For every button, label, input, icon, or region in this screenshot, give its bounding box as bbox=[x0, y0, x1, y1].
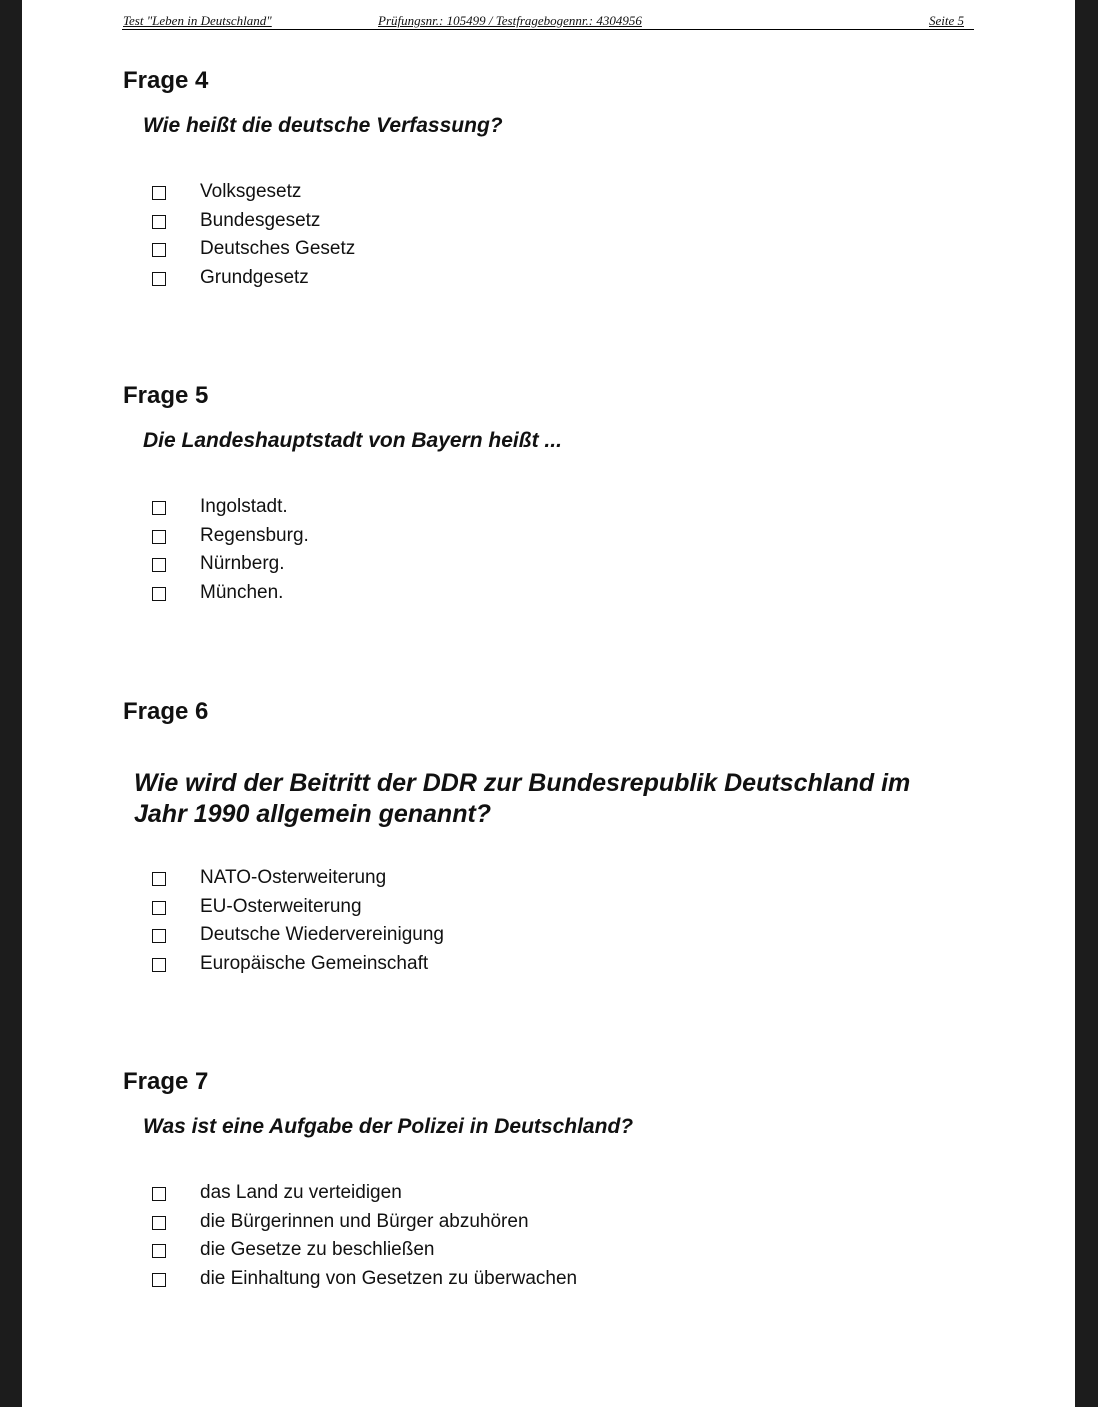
question-text-7: Was ist eine Aufgabe der Polizei in Deutschland? bbox=[143, 1115, 634, 1138]
checkbox-icon[interactable] bbox=[152, 272, 166, 286]
answer-label: NATO-Osterweiterung bbox=[200, 867, 387, 888]
question-title-7: Frage 7 bbox=[123, 1068, 209, 1095]
header-test-title: Test "Leben in Deutschland" bbox=[123, 13, 272, 28]
checkbox-icon[interactable] bbox=[152, 958, 166, 972]
question-title-4: Frage 4 bbox=[123, 67, 209, 94]
question-text-6: Wie wird der Beitritt der DDR zur Bundesrepublik Deutschland im Jahr 1990 allgemein genannt? bbox=[134, 769, 911, 828]
header-page-number: Seite 5 bbox=[928, 13, 964, 28]
checkbox-icon[interactable] bbox=[152, 901, 166, 915]
page-header bbox=[122, 12, 974, 30]
checkbox-icon[interactable] bbox=[152, 1187, 166, 1201]
question-text-4: Wie heißt die deutsche Verfassung? bbox=[143, 114, 503, 137]
answer-label: Europäische Gemeinschaft bbox=[200, 952, 429, 974]
header-exam-number: Prüfungsnr.: 105499 / Testfragebogennr.: 4304956 bbox=[378, 13, 642, 28]
question-title-5: Frage 5 bbox=[123, 382, 209, 409]
question-text-5: Die Landeshauptstadt von Bayern heißt ... bbox=[143, 429, 562, 452]
answer-label: die Bürgerinnen und Bürger abzuhören bbox=[200, 1210, 529, 1232]
answer-label: München. bbox=[200, 581, 284, 603]
answer-label: Bundesgesetz bbox=[200, 209, 321, 231]
answer-label: Ingolstadt. bbox=[200, 496, 288, 517]
answer-label: Regensburg. bbox=[200, 524, 309, 546]
answer-label: die Gesetze zu beschließen bbox=[200, 1239, 435, 1261]
checkbox-icon[interactable] bbox=[152, 1273, 166, 1287]
checkbox-icon[interactable] bbox=[152, 558, 166, 572]
checkbox-icon[interactable] bbox=[152, 929, 166, 943]
answer-label: Deutsche Wiedervereinigung bbox=[200, 924, 444, 946]
checkbox-icon[interactable] bbox=[152, 1244, 166, 1258]
answer-label: die Einhaltung von Gesetzen zu überwachen bbox=[200, 1267, 578, 1289]
checkbox-icon[interactable] bbox=[152, 530, 166, 544]
checkbox-icon[interactable] bbox=[152, 872, 166, 886]
checkbox-icon[interactable] bbox=[152, 1216, 166, 1230]
checkbox-icon[interactable] bbox=[152, 587, 166, 601]
checkbox-icon[interactable] bbox=[152, 186, 166, 200]
answer-label: das Land zu verteidigen bbox=[200, 1182, 402, 1203]
document-page bbox=[22, 0, 1075, 1407]
answer-label: EU-Osterweiterung bbox=[200, 895, 362, 917]
checkbox-icon[interactable] bbox=[152, 243, 166, 257]
answer-label: Nürnberg. bbox=[200, 553, 285, 575]
answer-label: Grundgesetz bbox=[200, 266, 309, 288]
checkbox-icon[interactable] bbox=[152, 215, 166, 229]
question-title-6: Frage 6 bbox=[123, 698, 209, 725]
answer-label: Deutsches Gesetz bbox=[200, 238, 356, 260]
answer-label: Volksgesetz bbox=[200, 181, 302, 202]
checkbox-icon[interactable] bbox=[152, 501, 166, 515]
